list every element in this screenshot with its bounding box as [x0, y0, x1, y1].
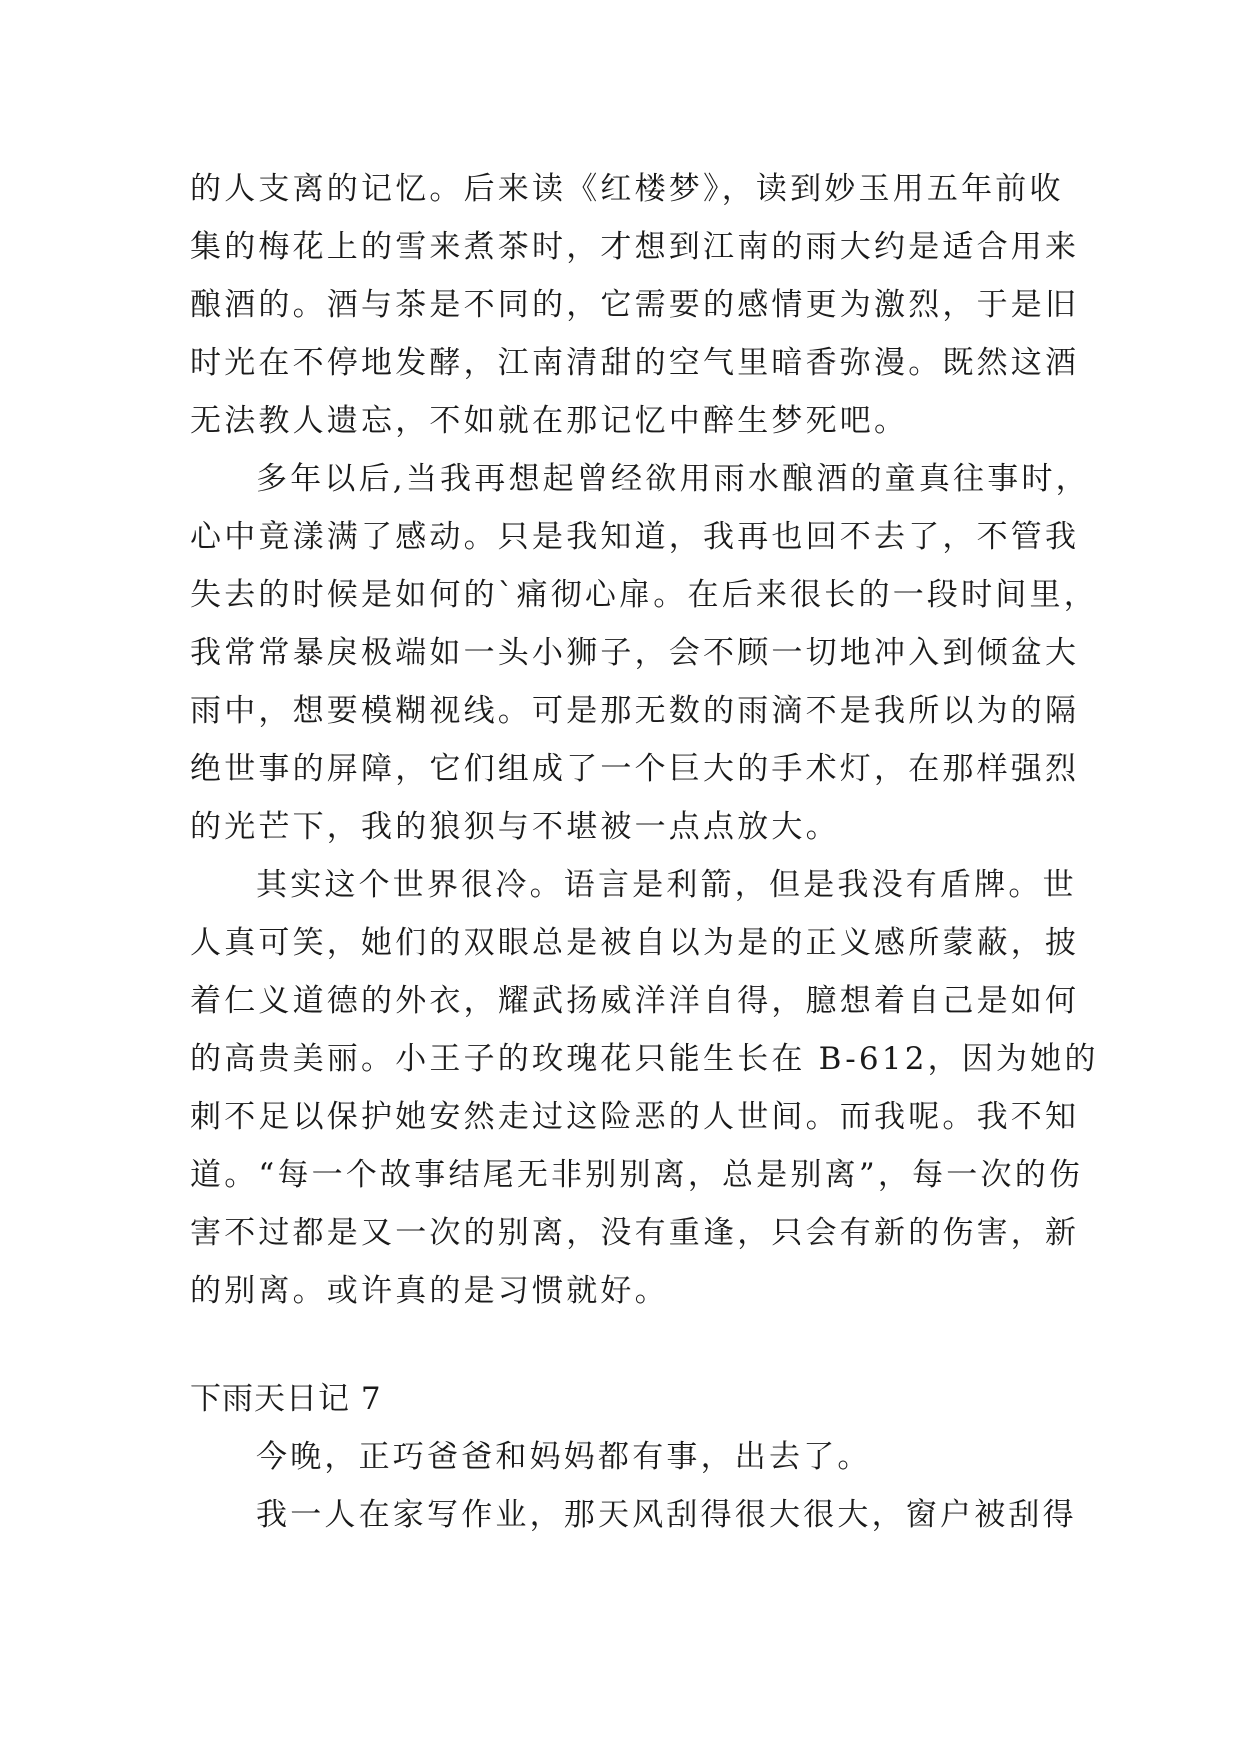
- text-line: 心中竟漾满了感动。只是我知道，我再也回不去了，不管我: [190, 519, 1080, 555]
- text-line: 的别离。或许真的是习惯就好。: [190, 1273, 669, 1309]
- document-body: [190, 160, 1099, 1544]
- text-line: 多年以后,当我再想起曾经欲用雨水酿酒的童真往事时，: [256, 461, 1090, 497]
- text-line: 集的梅花上的雪来煮茶时，才想到江南的雨大约是适合用来: [190, 229, 1080, 265]
- text-line: 的光芒下，我的狼狈与不堪被一点点放大。: [190, 809, 840, 845]
- text-line: 今晚，正巧爸爸和妈妈都有事，出去了。: [256, 1439, 872, 1475]
- section-gap: [190, 1320, 1070, 1370]
- text-line: 人真可笑，她们的双眼总是被自以为是的正义感所蒙蔽，披: [190, 925, 1080, 961]
- text-line: 失去的时候是如何的`痛彻心扉。在后来很长的一段时间里，: [190, 577, 1098, 613]
- text-line: 害不过都是又一次的别离，没有重逢，只会有新的伤害，新: [190, 1215, 1080, 1251]
- text-line: 刺不足以保护她安然走过这险恶的人世间。而我呢。我不知: [190, 1099, 1080, 1135]
- text-line: 其实这个世界很冷。语言是利箭，但是我没有盾牌。世: [256, 867, 1077, 903]
- text-line: 时光在不停地发酵，江南清甜的空气里暗香弥漫。既然这酒: [190, 345, 1080, 381]
- text-line: 道。“每一个故事结尾无非别别离，总是别离”，每一次的伤: [190, 1157, 1084, 1193]
- text-line: 的人支离的记忆。后来读《红楼梦》，读到妙玉用五年前收: [190, 171, 1064, 207]
- text-line: 我常常暴戾极端如一头小狮子，会不顾一切地冲入到倾盆大: [190, 635, 1080, 671]
- text-line: 我一人在家写作业，那天风刮得很大很大，窗户被刮得: [256, 1497, 1077, 1533]
- text-line: 绝世事的屏障，它们组成了一个巨大的手术灯，在那样强烈: [190, 751, 1080, 787]
- text-line: 着仁义道德的外衣，耀武扬威洋洋自得，臆想着自己是如何: [190, 983, 1080, 1019]
- text-line: 的高贵美丽。小王子的玫瑰花只能生长在 B-612，因为她的: [190, 1041, 1099, 1077]
- text-line: 雨中，想要模糊视线。可是那无数的雨滴不是我所以为的隔: [190, 693, 1080, 729]
- text-line: 无法教人遗忘，不如就在那记忆中醉生梦死吧。: [190, 403, 909, 439]
- text-line: 酿酒的。酒与茶是不同的，它需要的感情更为激烈，于是旧: [190, 287, 1080, 323]
- section-heading: 下雨天日记 7: [190, 1381, 382, 1417]
